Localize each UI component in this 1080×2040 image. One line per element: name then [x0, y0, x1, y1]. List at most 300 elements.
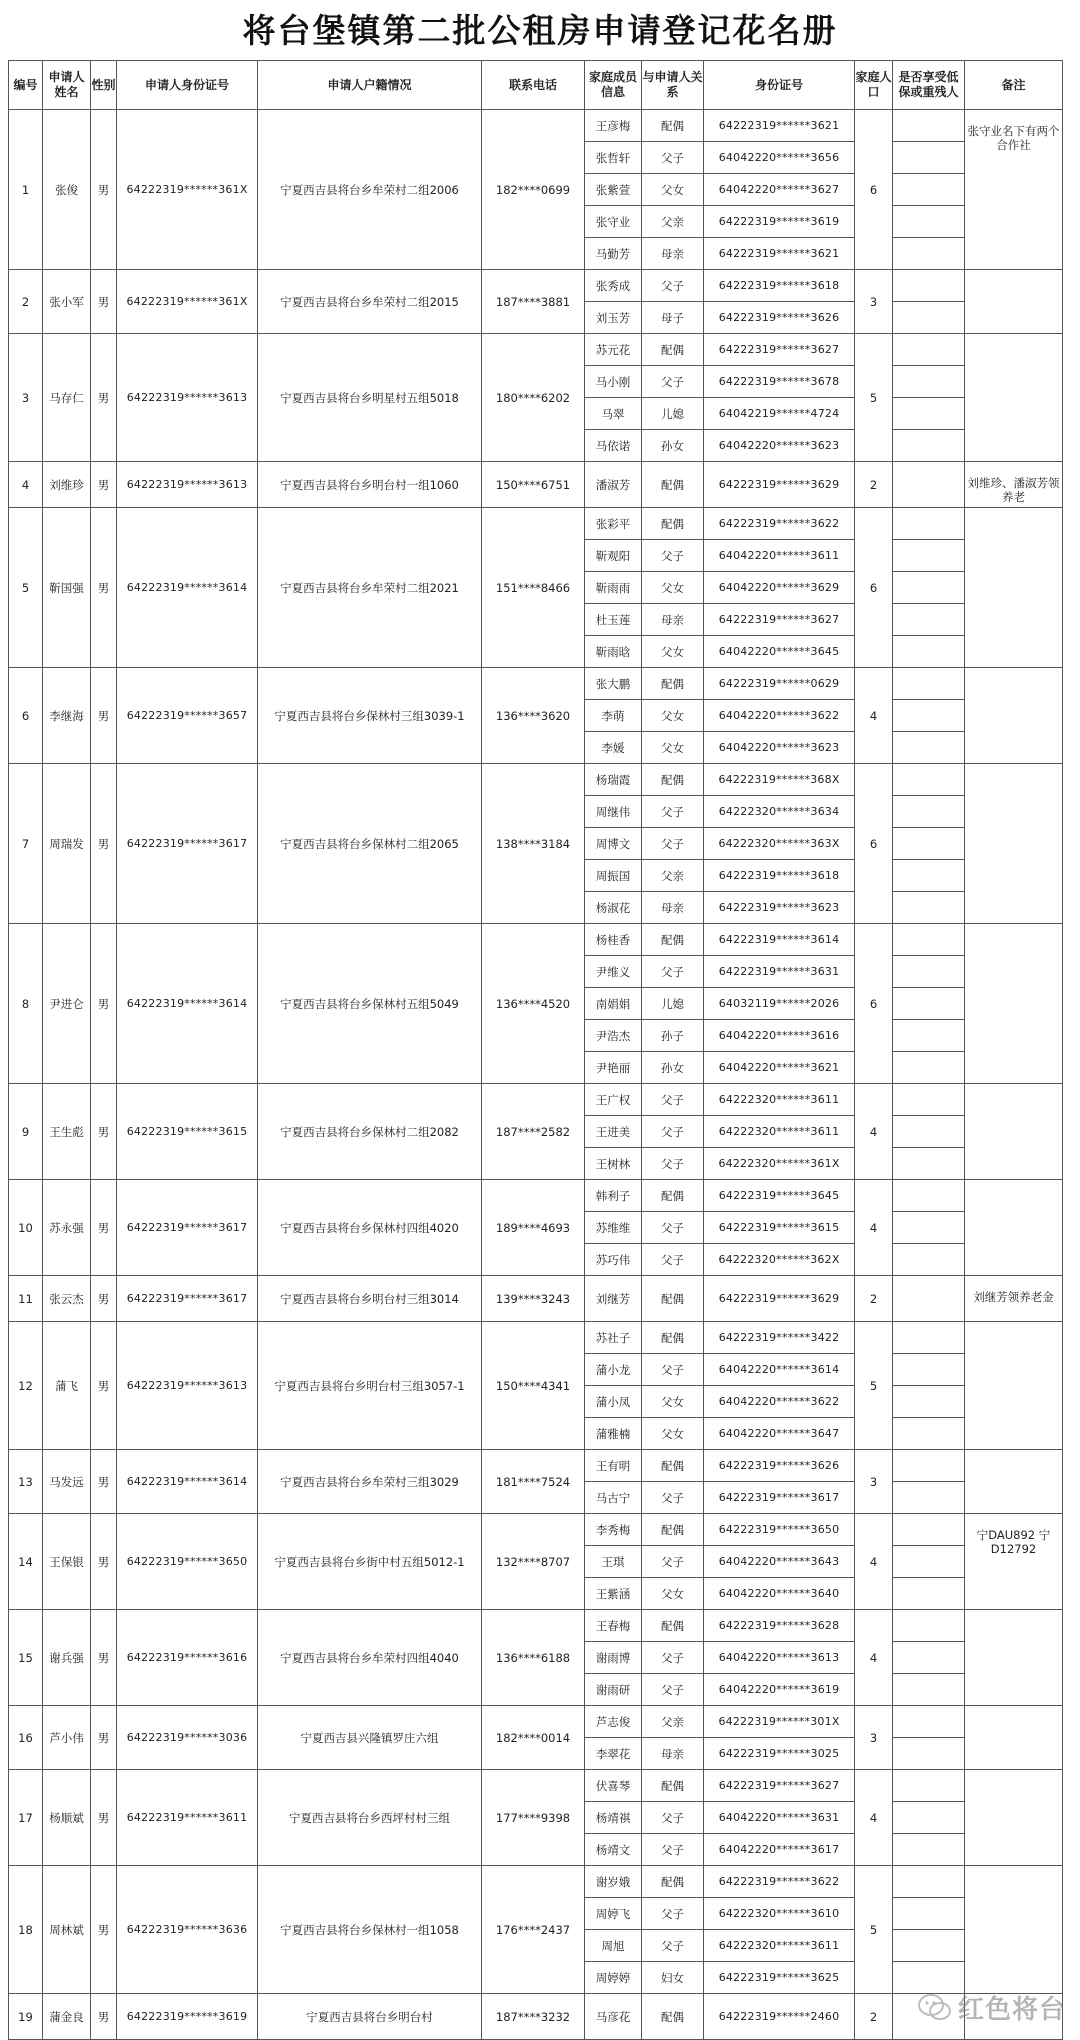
col-header-no: 编号: [9, 61, 43, 110]
member-relation: 孙子: [642, 1020, 704, 1052]
applicant-id: 64222319******3614: [117, 924, 258, 1084]
member-id: 64222319******3626: [704, 1450, 855, 1482]
member-id: 64222319******3645: [704, 1180, 855, 1212]
family-size: 6: [855, 508, 893, 668]
member-id: 64222319******3615: [704, 1212, 855, 1244]
member-name: 张紫萱: [585, 174, 642, 206]
member-relation: 配偶: [642, 764, 704, 796]
welfare-status: [893, 110, 965, 142]
welfare-status: [893, 1610, 965, 1642]
welfare-status: [893, 1674, 965, 1706]
col-header-phone: 联系电话: [482, 61, 585, 110]
member-relation: 配偶: [642, 110, 704, 142]
header-row: [9, 61, 1063, 110]
col-header-name: 申请人姓名: [43, 61, 91, 110]
welfare-status: [893, 636, 965, 668]
member-name: 杨瑞霞: [585, 764, 642, 796]
record-no: 15: [9, 1610, 43, 1706]
welfare-status: [893, 302, 965, 334]
applicant-id: 64222319******3614: [117, 1450, 258, 1514]
applicant-name: 谢兵强: [43, 1610, 91, 1706]
table-row: [9, 1084, 1063, 1116]
welfare-status: [893, 1514, 965, 1546]
member-name: 苏维维: [585, 1212, 642, 1244]
table-row: [9, 1994, 1063, 2040]
col-header-family-size: 家庭人口: [855, 61, 893, 110]
member-relation: 父女: [642, 732, 704, 764]
member-name: 杨桂香: [585, 924, 642, 956]
member-id: 64042220******3622: [704, 700, 855, 732]
welfare-status: [893, 398, 965, 430]
member-name: 靳雨晗: [585, 636, 642, 668]
family-size: 2: [855, 1276, 893, 1322]
welfare-status: [893, 764, 965, 796]
family-size: 5: [855, 1322, 893, 1450]
welfare-status: [893, 270, 965, 302]
col-header-id: 申请人身份证号: [117, 61, 258, 110]
roster-body: [9, 110, 1063, 2040]
member-id: 64222319******3627: [704, 334, 855, 366]
table-row: [9, 1706, 1063, 1738]
applicant-id: 64222319******3650: [117, 1514, 258, 1610]
member-relation: 母亲: [642, 892, 704, 924]
applicant-id: 64222319******3613: [117, 462, 258, 508]
applicant-phone: 180****6202: [482, 334, 585, 462]
member-name: 张守业: [585, 206, 642, 238]
member-relation: 配偶: [642, 1322, 704, 1354]
member-relation: 父子: [642, 1802, 704, 1834]
member-name: 杨淑花: [585, 892, 642, 924]
member-name: 周博文: [585, 828, 642, 860]
member-id: 64222319******3618: [704, 860, 855, 892]
member-relation: 父子: [642, 1674, 704, 1706]
applicant-phone: 189****4693: [482, 1180, 585, 1276]
member-name: 王树林: [585, 1148, 642, 1180]
record-no: 19: [9, 1994, 43, 2040]
member-id: 64042220******3622: [704, 1386, 855, 1418]
welfare-status: [893, 334, 965, 366]
table-row: [9, 1610, 1063, 1642]
family-size: 3: [855, 1450, 893, 1514]
welfare-status: [893, 732, 965, 764]
member-relation: 父亲: [642, 1706, 704, 1738]
member-id: 64222319******301X: [704, 1706, 855, 1738]
watermark: [918, 1989, 1066, 2026]
member-relation: 妇女: [642, 1962, 704, 1994]
member-name: 蒲小龙: [585, 1354, 642, 1386]
member-name: 王广权: [585, 1084, 642, 1116]
member-name: 靳观阳: [585, 540, 642, 572]
applicant-phone: 177****9398: [482, 1770, 585, 1866]
welfare-status: [893, 1834, 965, 1866]
member-relation: 父子: [642, 366, 704, 398]
record-note: 张守业名下有两个合作社: [965, 110, 1063, 270]
applicant-name: 王保银: [43, 1514, 91, 1610]
applicant-id: 64222319******361X: [117, 270, 258, 334]
table-row: [9, 668, 1063, 700]
member-id: 64222319******3622: [704, 508, 855, 540]
family-size: 4: [855, 1610, 893, 1706]
record-note: 刘维珍、潘淑芳领养老: [965, 462, 1063, 508]
member-name: 尹艳丽: [585, 1052, 642, 1084]
applicant-address: 宁夏西吉县将台乡保林村二组2065: [258, 764, 482, 924]
member-name: 张大鹏: [585, 668, 642, 700]
member-id: 64222319******3625: [704, 1962, 855, 1994]
welfare-status: [893, 1180, 965, 1212]
member-relation: 父女: [642, 636, 704, 668]
applicant-address: 宁夏西吉县将台乡保林村二组2082: [258, 1084, 482, 1180]
applicant-address: 宁夏西吉县将台乡保林村五组5049: [258, 924, 482, 1084]
member-relation: 孙女: [642, 430, 704, 462]
welfare-status: [893, 1354, 965, 1386]
member-relation: 父子: [642, 1148, 704, 1180]
member-id: 64042220******3627: [704, 174, 855, 206]
applicant-name: 张俊: [43, 110, 91, 270]
member-id: 64222319******3629: [704, 462, 855, 508]
record-no: 13: [9, 1450, 43, 1514]
member-id: 64042220******3656: [704, 142, 855, 174]
welfare-status: [893, 1546, 965, 1578]
record-no: 17: [9, 1770, 43, 1866]
record-no: 3: [9, 334, 43, 462]
welfare-status: [893, 462, 965, 508]
member-id: 64222319******3627: [704, 1770, 855, 1802]
applicant-address: 宁夏西吉县兴隆镇罗庄六组: [258, 1706, 482, 1770]
applicant-id: 64222319******3036: [117, 1706, 258, 1770]
applicant-id: 64222319******3617: [117, 764, 258, 924]
applicant-phone: 136****4520: [482, 924, 585, 1084]
applicant-address: 宁夏西吉县将台乡街中村五组5012-1: [258, 1514, 482, 1610]
member-relation: 配偶: [642, 1770, 704, 1802]
welfare-status: [893, 1418, 965, 1450]
record-no: 14: [9, 1514, 43, 1610]
member-relation: 孙女: [642, 1052, 704, 1084]
member-name: 王有明: [585, 1450, 642, 1482]
applicant-gender: 男: [91, 508, 117, 668]
member-relation: 父女: [642, 1386, 704, 1418]
applicant-phone: 187****3881: [482, 270, 585, 334]
family-size: 4: [855, 668, 893, 764]
applicant-name: 蒲飞: [43, 1322, 91, 1450]
member-relation: 配偶: [642, 508, 704, 540]
member-id: 64042220******3616: [704, 1020, 855, 1052]
col-header-relation: 与申请人关系: [642, 61, 704, 110]
applicant-id: 64222319******3617: [117, 1180, 258, 1276]
member-relation: 父子: [642, 828, 704, 860]
member-name: 李翠花: [585, 1738, 642, 1770]
applicant-gender: 男: [91, 924, 117, 1084]
member-id: 64042220******3629: [704, 572, 855, 604]
welfare-status: [893, 828, 965, 860]
member-relation: 父子: [642, 1212, 704, 1244]
col-header-address: 申请人户籍情况: [258, 61, 482, 110]
applicant-address: 宁夏西吉县将台乡西坪村村三组: [258, 1770, 482, 1866]
family-size: 6: [855, 110, 893, 270]
applicant-gender: 男: [91, 1450, 117, 1514]
member-id: 64222319******3678: [704, 366, 855, 398]
member-id: 64222319******368X: [704, 764, 855, 796]
record-note: [965, 334, 1063, 462]
record-note: [965, 270, 1063, 334]
family-size: 3: [855, 1706, 893, 1770]
table-row: [9, 924, 1063, 956]
member-relation: 父子: [642, 142, 704, 174]
applicant-gender: 男: [91, 668, 117, 764]
welfare-status: [893, 508, 965, 540]
record-no: 5: [9, 508, 43, 668]
member-name: 靳雨雨: [585, 572, 642, 604]
applicant-address: 宁夏西吉县将台乡牟荣村三组3029: [258, 1450, 482, 1514]
record-note: [965, 764, 1063, 924]
welfare-status: [893, 1276, 965, 1322]
member-id: 64042220******3640: [704, 1578, 855, 1610]
member-relation: 儿媳: [642, 988, 704, 1020]
member-name: 马彦花: [585, 1994, 642, 2040]
member-id: 64222320******3611: [704, 1116, 855, 1148]
welfare-status: [893, 572, 965, 604]
member-id: 64222319******3626: [704, 302, 855, 334]
record-no: 6: [9, 668, 43, 764]
member-relation: 父子: [642, 1834, 704, 1866]
welfare-status: [893, 892, 965, 924]
welfare-status: [893, 1482, 965, 1514]
member-relation: 配偶: [642, 1514, 704, 1546]
member-relation: 父子: [642, 1244, 704, 1276]
applicant-phone: 136****6188: [482, 1610, 585, 1706]
document-title: 将台堡镇第二批公租房申请登记花名册: [242, 11, 838, 50]
member-relation: 配偶: [642, 1610, 704, 1642]
member-name: 李萌: [585, 700, 642, 732]
applicant-address: 宁夏西吉县将台乡明台村三组3057-1: [258, 1322, 482, 1450]
applicant-name: 蒲金良: [43, 1994, 91, 2040]
member-name: 马翠: [585, 398, 642, 430]
member-name: 周婷婷: [585, 1962, 642, 1994]
member-name: 王彦梅: [585, 110, 642, 142]
applicant-phone: 150****4341: [482, 1322, 585, 1450]
record-note: [965, 1770, 1063, 1866]
welfare-status: [893, 540, 965, 572]
member-id: 64042220******3611: [704, 540, 855, 572]
applicant-address: 宁夏西吉县将台乡保林村三组3039-1: [258, 668, 482, 764]
member-id: 64042220******3647: [704, 1418, 855, 1450]
record-no: 12: [9, 1322, 43, 1450]
applicant-name: 周瑞发: [43, 764, 91, 924]
member-relation: 父子: [642, 1546, 704, 1578]
applicant-id: 64222319******3613: [117, 1322, 258, 1450]
table-row: [9, 1450, 1063, 1482]
record-no: 1: [9, 110, 43, 270]
applicant-name: 马存仁: [43, 334, 91, 462]
member-name: 周旭: [585, 1930, 642, 1962]
member-name: 尹浩杰: [585, 1020, 642, 1052]
family-size: 3: [855, 270, 893, 334]
table-row: [9, 1514, 1063, 1546]
member-name: 张彩平: [585, 508, 642, 540]
record-no: 8: [9, 924, 43, 1084]
applicant-address: 宁夏西吉县将台乡保林村四组4020: [258, 1180, 482, 1276]
member-name: 刘继芳: [585, 1276, 642, 1322]
wechat-icon: [918, 1993, 952, 2023]
member-name: 王琪: [585, 1546, 642, 1578]
member-name: 谢雨博: [585, 1642, 642, 1674]
member-id: 64222319******2460: [704, 1994, 855, 2040]
member-id: 64222319******3650: [704, 1514, 855, 1546]
member-name: 韩利子: [585, 1180, 642, 1212]
table-row: [9, 1180, 1063, 1212]
member-name: 李媛: [585, 732, 642, 764]
welfare-status: [893, 1930, 965, 1962]
family-size: 6: [855, 924, 893, 1084]
applicant-id: 64222319******3657: [117, 668, 258, 764]
table-row: [9, 1322, 1063, 1354]
applicant-phone: 132****8707: [482, 1514, 585, 1610]
welfare-status: [893, 1020, 965, 1052]
applicant-gender: 男: [91, 1084, 117, 1180]
member-name: 张哲轩: [585, 142, 642, 174]
member-name: 杜玉莲: [585, 604, 642, 636]
member-relation: 父子: [642, 1930, 704, 1962]
member-id: 64042220******3613: [704, 1642, 855, 1674]
applicant-address: 宁夏西吉县将台乡明台村一组1060: [258, 462, 482, 508]
member-name: 王春梅: [585, 1610, 642, 1642]
member-id: 64222319******0629: [704, 668, 855, 700]
applicant-phone: 136****3620: [482, 668, 585, 764]
welfare-status: [893, 1802, 965, 1834]
applicant-phone: 176****2437: [482, 1866, 585, 1994]
member-relation: 母子: [642, 302, 704, 334]
applicant-gender: 男: [91, 1610, 117, 1706]
family-size: 4: [855, 1180, 893, 1276]
family-size: 2: [855, 462, 893, 508]
applicant-name: 靳国强: [43, 508, 91, 668]
welfare-status: [893, 238, 965, 270]
applicant-phone: 182****0699: [482, 110, 585, 270]
applicant-name: 王生彪: [43, 1084, 91, 1180]
member-id: 64222320******362X: [704, 1244, 855, 1276]
member-relation: 父子: [642, 1084, 704, 1116]
welfare-status: [893, 366, 965, 398]
applicant-name: 苏永强: [43, 1180, 91, 1276]
member-id: 64042220******3645: [704, 636, 855, 668]
member-name: 周继伟: [585, 796, 642, 828]
member-relation: 父子: [642, 540, 704, 572]
member-id: 64222320******3611: [704, 1084, 855, 1116]
member-relation: 父子: [642, 1116, 704, 1148]
record-note: [965, 1866, 1063, 1994]
member-id: 64042220******3617: [704, 1834, 855, 1866]
record-note: [965, 1706, 1063, 1770]
member-relation: 配偶: [642, 1866, 704, 1898]
member-relation: 父女: [642, 1418, 704, 1450]
member-id: 64042220******3643: [704, 1546, 855, 1578]
family-size: 5: [855, 1866, 893, 1994]
welfare-status: [893, 206, 965, 238]
member-relation: 父女: [642, 174, 704, 206]
applicant-gender: 男: [91, 462, 117, 508]
applicant-name: 张小军: [43, 270, 91, 334]
welfare-status: [893, 1450, 965, 1482]
member-name: 杨靖祺: [585, 1802, 642, 1834]
record-note: 刘继芳领养老金: [965, 1276, 1063, 1322]
applicant-id: 64222319******3616: [117, 1610, 258, 1706]
record-no: 2: [9, 270, 43, 334]
record-note: [965, 668, 1063, 764]
col-header-welfare: 是否享受低保或重残人: [893, 61, 965, 110]
record-no: 10: [9, 1180, 43, 1276]
welfare-status: [893, 1148, 965, 1180]
record-no: 16: [9, 1706, 43, 1770]
welfare-status: [893, 1116, 965, 1148]
member-id: 64222320******361X: [704, 1148, 855, 1180]
member-relation: 父女: [642, 700, 704, 732]
applicant-name: 周林斌: [43, 1866, 91, 1994]
member-name: 马勤芳: [585, 238, 642, 270]
welfare-status: [893, 1578, 965, 1610]
member-name: 王紫涵: [585, 1578, 642, 1610]
welfare-status: [893, 988, 965, 1020]
member-name: 尹维义: [585, 956, 642, 988]
member-id: 64222320******3611: [704, 1930, 855, 1962]
table-row: [9, 1770, 1063, 1802]
member-relation: 配偶: [642, 334, 704, 366]
applicant-phone: 139****3243: [482, 1276, 585, 1322]
applicant-gender: 男: [91, 1276, 117, 1322]
member-id: 64222319******3619: [704, 206, 855, 238]
member-relation: 配偶: [642, 1180, 704, 1212]
applicant-address: 宁夏西吉县将台乡牟荣村二组2006: [258, 110, 482, 270]
member-relation: 父子: [642, 796, 704, 828]
member-name: 王进美: [585, 1116, 642, 1148]
member-name: 张秀成: [585, 270, 642, 302]
applicant-phone: 181****7524: [482, 1450, 585, 1514]
family-size: 5: [855, 334, 893, 462]
applicant-id: 64222319******3619: [117, 1994, 258, 2040]
applicant-id: 64222319******3614: [117, 508, 258, 668]
applicant-address: 宁夏西吉县将台乡保林村一组1058: [258, 1866, 482, 1994]
welfare-status: [893, 430, 965, 462]
member-id: 64222319******3617: [704, 1482, 855, 1514]
welfare-status: [893, 924, 965, 956]
member-relation: 父子: [642, 1354, 704, 1386]
record-note: [965, 1084, 1063, 1180]
member-id: 64222319******3618: [704, 270, 855, 302]
member-id: 64042219******4724: [704, 398, 855, 430]
member-id: 64222319******3614: [704, 924, 855, 956]
member-name: 南娟娟: [585, 988, 642, 1020]
applicant-phone: 187****2582: [482, 1084, 585, 1180]
member-relation: 母亲: [642, 238, 704, 270]
applicant-id: 64222319******3636: [117, 1866, 258, 1994]
applicant-gender: 男: [91, 1514, 117, 1610]
welfare-status: [893, 1866, 965, 1898]
record-no: 7: [9, 764, 43, 924]
record-note: [965, 508, 1063, 668]
member-name: 潘淑芳: [585, 462, 642, 508]
welfare-status: [893, 1322, 965, 1354]
applicant-name: 芦小伟: [43, 1706, 91, 1770]
welfare-status: [893, 1706, 965, 1738]
member-relation: 父子: [642, 1642, 704, 1674]
applicant-gender: 男: [91, 334, 117, 462]
col-header-member-id: 身份证号: [704, 61, 855, 110]
member-relation: 父女: [642, 1578, 704, 1610]
applicant-phone: 182****0014: [482, 1706, 585, 1770]
applicant-address: 宁夏西吉县将台乡牟荣村二组2021: [258, 508, 482, 668]
table-row: [9, 1276, 1063, 1322]
member-relation: 父亲: [642, 860, 704, 892]
member-id: 64222320******3634: [704, 796, 855, 828]
member-name: 苏巧伟: [585, 1244, 642, 1276]
